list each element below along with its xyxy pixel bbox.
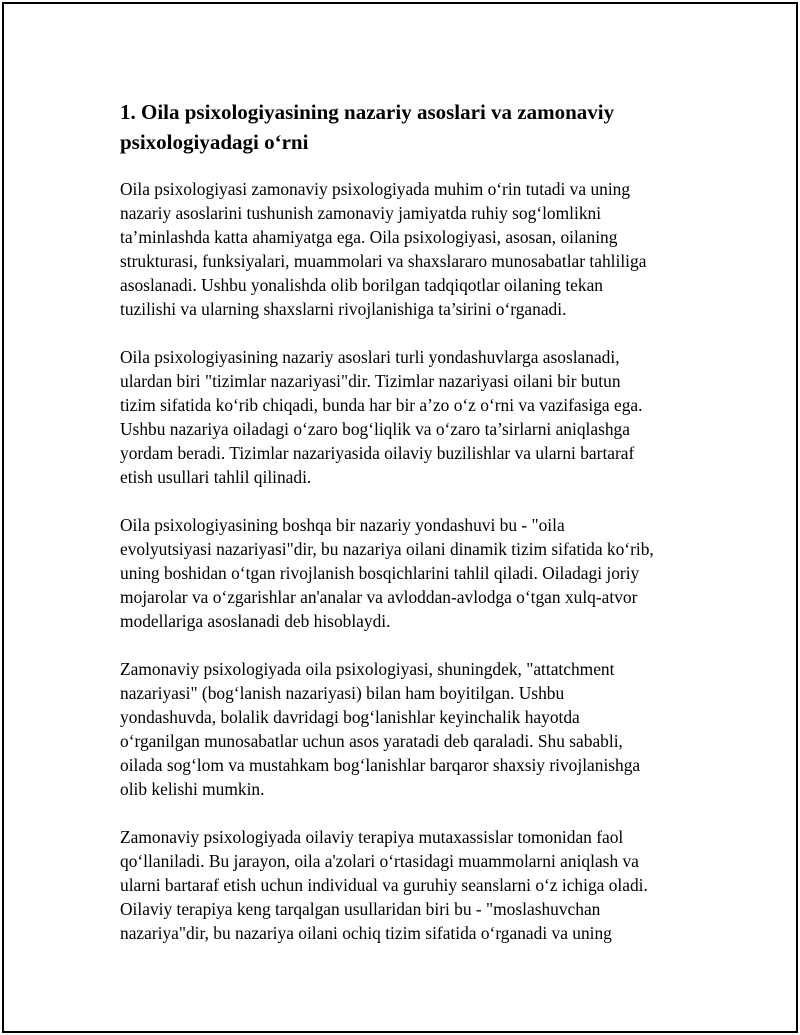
- text-line: Oila psixologiyasi zamonaviy psixologiyada muhim o‘rin tutadi va uning: [120, 179, 631, 199]
- text-line: modellariga asoslanadi deb hisoblaydi.: [120, 611, 391, 631]
- text-line: oilada sog‘lom va mustahkam bog‘lanishlar barqaror shaxsiy rivojlanishga: [120, 755, 641, 775]
- paragraph: [120, 345, 710, 489]
- text-line: ulardan biri "tizimlar nazariyasi"dir. Tizimlar nazariyasi oilani bir butun: [120, 371, 621, 391]
- text-line: uning boshidan o‘tgan rivojlanish bosqichlarini tahlil qiladi. Oiladagi joriy: [120, 563, 640, 583]
- text-line: strukturasi, funksiyalari, muammolari va shaxslararo munosabatlar tahliliga: [120, 251, 647, 271]
- heading-line: 1. Oila psixologiyasining nazariy asoslari va zamonaviy: [120, 100, 615, 124]
- text-line: evolyutsiyasi nazariyasi"dir, bu nazariya oilani dinamik tizim sifatida ko‘rib,: [120, 539, 654, 559]
- text-line: yondashuvda, bolalik davridagi bog‘lanishlar keyinchalik hayotda: [120, 707, 580, 727]
- text-line: mojarolar va o‘zgarishlar an'analar va avloddan-avlodga o‘tgan xulq-atvor: [120, 587, 638, 607]
- text-line: Zamonaviy psixologiyada oila psixologiyasi, shuningdek, "attatchment: [120, 659, 615, 679]
- text-line: yordam beradi. Tizimlar nazariyasida oilaviy buzilishlar va ularni bartaraf: [120, 443, 635, 463]
- text-line: nazariya"dir, bu nazariya oilani ochiq tizim sifatida o‘rganadi va uning: [120, 923, 612, 943]
- paragraph: [120, 657, 710, 801]
- text-line: tizim sifatida ko‘rib chiqadi, bunda har bir a’zo o‘z o‘rni va vazifasiga ega.: [120, 395, 643, 415]
- text-line: qo‘llaniladi. Bu jarayon, oila a'zolari o‘rtasidagi muammolarni aniqlash va: [120, 851, 639, 871]
- page-frame: [2, 2, 798, 1033]
- paragraph: [120, 177, 710, 321]
- text-line: ta’minlashda katta ahamiyatga ega. Oila psixologiyasi, asosan, oilaning: [120, 227, 618, 247]
- text-line: Oilaviy terapiya keng tarqalgan usullaridan biri bu - "moslashuvchan: [120, 899, 601, 919]
- document-body: [120, 97, 710, 969]
- text-line: etish usullari tahlil qilinadi.: [120, 467, 312, 487]
- section-heading: [120, 97, 710, 157]
- text-line: Oila psixologiyasining boshqa bir nazariy yondashuvi bu - "oila: [120, 515, 565, 535]
- text-line: tuzilishi va ularning shaxslarni rivojlanishiga ta’sirini o‘rganadi.: [120, 299, 567, 319]
- text-line: asoslanadi. Ushbu yonalishda olib borilgan tadqiqotlar oilaning tekan: [120, 275, 603, 295]
- text-line: o‘rganilgan munosabatlar uchun asos yaratadi deb qaraladi. Shu sababli,: [120, 731, 623, 751]
- text-line: nazariy asoslarini tushunish zamonaviy jamiyatda ruhiy sog‘lomlikni: [120, 203, 602, 223]
- text-line: Ushbu nazariya oiladagi o‘zaro bog‘liqlik va o‘zaro ta’sirlarni aniqlashga: [120, 419, 630, 439]
- text-line: ularni bartaraf etish uchun individual va guruhiy seanslarni o‘z ichiga oladi.: [120, 875, 648, 895]
- text-line: Oila psixologiyasining nazariy asoslari turli yondashuvlarga asoslanadi,: [120, 347, 620, 367]
- heading-line: psixologiyadagi o‘rni: [120, 130, 309, 154]
- text-line: nazariyasi" (bog‘lanish nazariyasi) bilan ham boyitilgan. Ushbu: [120, 683, 565, 703]
- paragraph: [120, 513, 710, 633]
- text-line: olib kelishi mumkin.: [120, 779, 265, 799]
- text-line: Zamonaviy psixologiyada oilaviy terapiya mutaxassislar tomonidan faol: [120, 827, 624, 847]
- paragraph: [120, 825, 710, 945]
